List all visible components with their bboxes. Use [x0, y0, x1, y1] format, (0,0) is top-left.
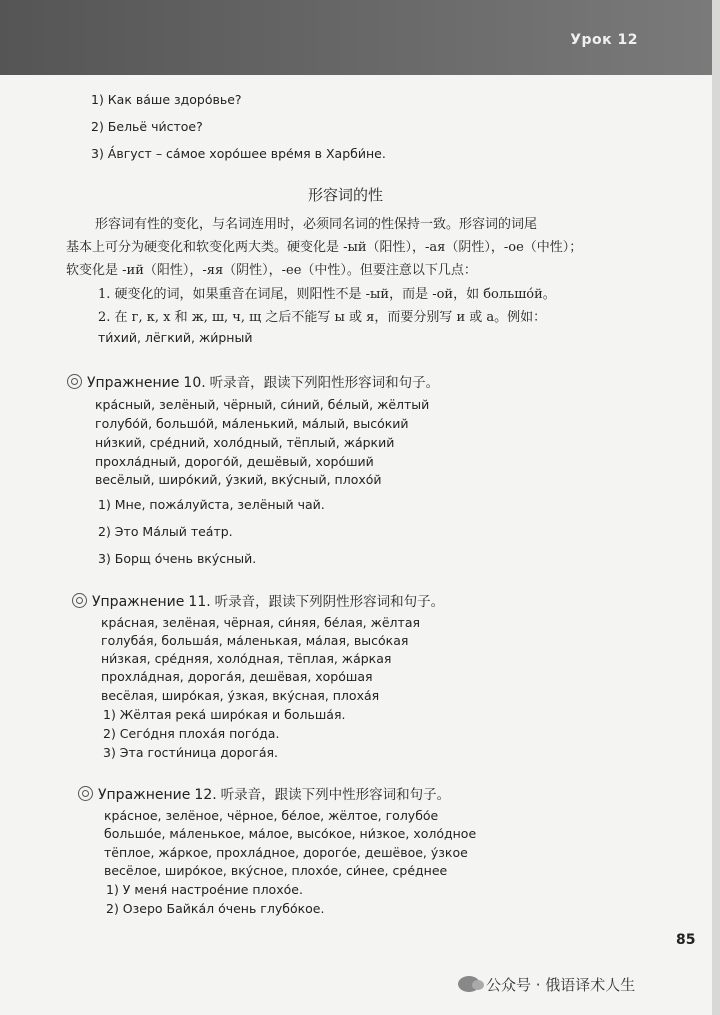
exercise-label: Упражнение [87, 375, 180, 391]
section-title: 形容词的性 [308, 186, 384, 204]
intro-sentence: 3) А́вгуст – са́мое хоро́шее вре́мя в Харби́не. [91, 146, 386, 161]
word-list-line: весёлая, широ́кая, у́зкая, вку́сная, плоха́я [101, 688, 380, 703]
page-number: 85 [676, 932, 696, 948]
wechat-icon [458, 976, 480, 992]
word-list-line: прохла́дная, дорога́я, дешёвая, хоро́шая [101, 669, 373, 684]
example-words: ти́хий, лёгкий, жи́рный [98, 330, 253, 345]
practice-sentence: 3) Борщ о́чень вку́сный. [98, 551, 257, 566]
word-list-line: голубо́й, большо́й, ма́ленький, ма́лый, высо́кий [95, 416, 409, 431]
word-list-line: кра́сная, зелёная, чёрная, си́няя, бе́лая, жёлтая [101, 615, 421, 630]
lesson-label: Урок 12 [570, 32, 638, 48]
exercise-10-heading [67, 371, 439, 391]
exercise-instruction: 听录音，跟读下列阳性形容词和句子。 [209, 375, 440, 391]
practice-sentence: 2) Озеро Байка́л о́чень глубо́кое. [106, 901, 325, 916]
word-list-line: кра́сное, зелёное, чёрное, бе́лое, жёлтое, голубо́е [104, 808, 439, 823]
exercise-label: Упражнение [92, 594, 185, 610]
practice-sentence: 2) Сего́дня плоха́я пого́да. [103, 726, 280, 741]
word-list-line: ни́зкий, сре́дний, холо́дный, тёплый, жа́ркий [95, 435, 395, 450]
practice-sentence: 3) Эта гости́ница дорога́я. [103, 745, 278, 760]
exercise-instruction: 听录音，跟读下列中性形容词和句子。 [220, 787, 451, 803]
exercise-11-heading [72, 590, 444, 610]
rule-item: 1. 硬变化的词，如果重音在词尾，则阳性不是 -ый，而是 -ой，如 большо́й。 [98, 287, 556, 302]
word-list-line: весёлый, широ́кий, у́зкий, вку́сный, плохо́й [95, 472, 382, 487]
exercise-label: Упражнение [98, 787, 191, 803]
audio-disc-icon [72, 593, 87, 608]
watermark [458, 974, 635, 995]
section-paragraph-line: 基本上可分为硬变化和软变化两大类。硬变化是 -ый（阳性），-ая（阴性），-ое（中性）； [66, 240, 583, 255]
exercise-number: 12. [194, 787, 217, 803]
word-list-line: ни́зкая, сре́дняя, холо́дная, тёплая, жа́ркая [101, 651, 392, 666]
rule-item: 2. 在 г, к, х 和 ж, ш, ч, щ 之后不能写 ы 或 я，而要分别写 и 或 а。例如： [98, 310, 547, 325]
audio-disc-icon [67, 374, 82, 389]
word-list-line: прохла́дный, дорого́й, дешёвый, хоро́ший [95, 454, 374, 469]
practice-sentence: 1) У меня́ настрое́ние плохо́е. [106, 882, 303, 897]
word-list-line: большо́е, ма́ленькое, ма́лое, высо́кое, ни́зкое, холо́дное [104, 826, 477, 841]
exercise-number: 10. [183, 375, 206, 391]
intro-sentence: 1) Как ва́ше здоро́вье? [91, 92, 242, 107]
practice-sentence: 1) Жёлтая река́ широ́кая и больша́я. [103, 707, 346, 722]
audio-disc-icon [78, 786, 93, 801]
intro-sentence: 2) Бельё чи́стое? [91, 119, 203, 134]
section-paragraph-line: 形容词有性的变化，与名词连用时，必须同名词的性保持一致。形容词的词尾 [95, 217, 538, 232]
word-list-line: голуба́я, больша́я, ма́ленькая, ма́лая, высо́кая [101, 633, 409, 648]
word-list-line: тёплое, жа́ркое, прохла́дное, дорого́е, дешёвое, у́зкое [104, 845, 468, 860]
exercise-instruction: 听录音，跟读下列阴性形容词和句子。 [214, 594, 445, 610]
word-list-line: кра́сный, зелёный, чёрный, си́ний, бе́лый, жёлтый [95, 397, 430, 412]
page-edge [712, 0, 720, 1015]
watermark-text: 公众号 · 俄语译术人生 [486, 976, 636, 994]
exercise-12-heading [78, 783, 450, 803]
section-paragraph-line: 软变化是 -ий（阳性），-яя（阴性），-ее（中性）。但要注意以下几点： [66, 263, 477, 278]
word-list-line: весёлое, широ́кое, вку́сное, плохо́е, си́нее, сре́днее [104, 863, 448, 878]
practice-sentence: 2) Это Ма́лый теа́тр. [98, 524, 233, 539]
practice-sentence: 1) Мне, пожа́луйста, зелёный чай. [98, 497, 325, 512]
exercise-number: 11. [188, 594, 211, 610]
